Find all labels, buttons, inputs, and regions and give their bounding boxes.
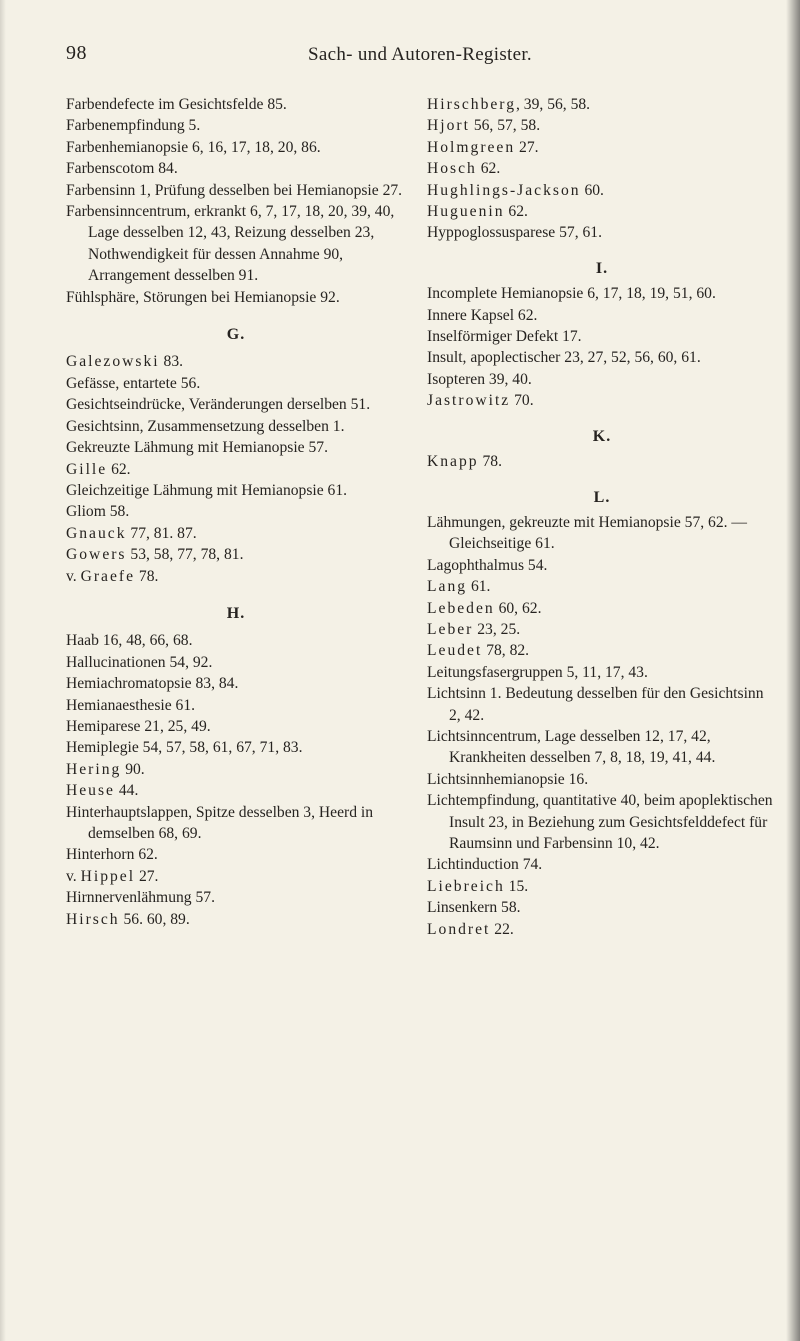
entry-text: Fühlsphäre, Störungen bei Hemianopsie 92. [66, 288, 340, 306]
index-entry [66, 802, 406, 845]
author-name: Hughlings-Jackson [427, 181, 581, 199]
index-entry [66, 759, 406, 780]
author-name: Hering [66, 760, 122, 778]
author-name: Heuse [66, 782, 115, 800]
author-name: Graefe [80, 567, 136, 585]
index-entry [427, 790, 777, 854]
index-entry [427, 555, 777, 576]
entry-text: Farbendefecte im Gesichtsfelde 85. [66, 96, 287, 113]
entry-text: Gefässe, entartete 56. [66, 374, 201, 392]
index-entry [427, 305, 777, 326]
entry-text: Hemiachromatopsie 83, 84. [66, 675, 239, 693]
entry-text: Lagophthalmus 54. [427, 556, 548, 574]
index-entry [427, 598, 777, 619]
entry-text: Hyppoglossusparese 57, 61. [427, 224, 602, 242]
index-entry [427, 726, 777, 769]
entry-text: Farbenscotom 84. [66, 160, 178, 178]
index-entry [427, 180, 777, 201]
entry-text: 27. [515, 138, 539, 156]
entry-text: 27. [135, 867, 159, 885]
entry-text: Gliom 58. [66, 503, 130, 521]
author-name: Huguenin [427, 203, 505, 221]
entry-text: 62. [107, 460, 131, 478]
index-entry [427, 769, 777, 790]
page-number: 98 [66, 42, 87, 64]
section-letter-heading: K. [592, 427, 612, 445]
entry-text: Hallucinationen 54, 92. [66, 653, 213, 671]
author-name: Galezowski [66, 353, 160, 371]
author-name: Hirsch [66, 910, 120, 928]
entry-text: 56, 57, 58. [469, 117, 541, 135]
entry-text: Lichtsinnhemianopsie 16. [427, 770, 589, 788]
entry-text: Gesichtsinn, Zusammensetzung desselben 1. [66, 417, 345, 435]
author-name: Leudet [427, 642, 483, 660]
entry-text: 70. [510, 392, 534, 410]
index-entry [427, 347, 777, 368]
index-entry [66, 523, 406, 544]
index-entry [66, 673, 406, 694]
entry-text: Hemiplegie 54, 57, 58, 61, 67, 71, 83. [66, 739, 303, 757]
index-entry [66, 437, 406, 458]
index-entry [66, 566, 406, 587]
index-entry [427, 158, 777, 179]
author-name: Londret [427, 920, 491, 938]
entry-text: Farbensinncentrum, erkrankt 6, 7, 17, 18, 20, 39, 40, Lage desselben 12, 43, Reizung desselben 23, Nothwendigkeit für dessen Annahme 90, Arrangement desselben 91. [66, 203, 395, 285]
author-name: Gowers [66, 546, 127, 564]
index-column-right [427, 94, 777, 940]
section-letter-heading: I. [595, 259, 609, 277]
index-entry [427, 640, 777, 661]
entry-text: Hirnnervenlähmung 57. [66, 889, 215, 907]
entry-text: 90. [121, 760, 145, 778]
index-entry [66, 351, 406, 372]
index-entry [66, 459, 406, 480]
author-name: Hjort [427, 117, 470, 135]
entry-text: Hemiparese 21, 25, 49. [66, 717, 211, 735]
entry-text: Linsenkern 58. [427, 899, 521, 917]
index-entry [66, 416, 406, 437]
entry-text: 53, 58, 77, 78, 81. [126, 546, 244, 564]
entry-text: 56. 60, 89. [119, 910, 190, 928]
index-entry [66, 780, 406, 801]
entry-text: Lichtsinn 1. Bedeutung desselben für den Gesichtsinn 2, 42. [427, 685, 764, 724]
index-entry [66, 909, 406, 930]
entry-text: 78. [478, 453, 502, 471]
running-title: Sach- und Autoren-Register. [308, 44, 532, 65]
entry-text: 61. [467, 578, 491, 596]
index-entry [66, 158, 406, 179]
index-entry [66, 887, 406, 908]
index-entry [66, 180, 406, 201]
author-name: Hosch [427, 160, 477, 178]
entry-text: 78. [135, 567, 159, 585]
entry-text: Innere Kapsel 62. [427, 306, 538, 324]
index-entry [66, 844, 406, 865]
index-entry [427, 326, 777, 347]
entry-text: 23, 25. [473, 620, 521, 638]
index-entry [427, 94, 777, 115]
author-name: Knapp [427, 453, 479, 471]
author-name: Lebeden [427, 599, 495, 617]
entry-text: Leitungsfasergruppen 5, 11, 17, 43. [427, 663, 648, 681]
entry-text: 60. [580, 181, 604, 199]
index-entry [427, 390, 777, 411]
index-entry [427, 683, 777, 726]
index-entry [427, 619, 777, 640]
entry-text: Gesichtseindrücke, Veränderungen derselben 51. [66, 396, 371, 414]
entry-text: Isopteren 39, 40. [427, 370, 532, 388]
entry-text: Farbenempfindung 5. [66, 117, 201, 135]
index-entry [427, 897, 777, 918]
author-name: Holmgreen [427, 138, 516, 156]
index-entry [427, 854, 777, 875]
page-edge-shadow [786, 0, 800, 1341]
entry-text: Hinterhauptslappen, Spitze desselben 3, Heerd in demselben 68, 69. [66, 803, 374, 842]
entry-text: Haab 16, 48, 66, 68. [66, 632, 193, 650]
entry-text: Lichtinduction 74. [427, 856, 543, 874]
index-entry [427, 876, 777, 897]
entry-text: Incomplete Hemianopsie 6, 17, 18, 19, 51, 60. [427, 285, 716, 303]
entry-text: Farbensinn 1, Prüfung desselben bei Hemianopsie 27. [66, 181, 403, 199]
entry-text: 62. [504, 203, 528, 221]
entry-text: , 39, 56, 58. [516, 96, 591, 113]
entry-text: 78, 82. [482, 642, 530, 660]
index-entry [66, 866, 406, 887]
index-entry [66, 394, 406, 415]
index-entry [427, 512, 777, 555]
section-letter-heading: L. [593, 488, 611, 506]
entry-text: Hinterhorn 62. [66, 846, 158, 864]
index-entry [66, 94, 406, 115]
index-entry [66, 630, 406, 651]
author-name: Gille [66, 460, 108, 478]
index-entry [66, 287, 406, 308]
section-letter-heading: H. [226, 604, 246, 622]
index-entry [427, 919, 777, 940]
index-entry [66, 201, 406, 287]
entry-prefix: v. [66, 867, 81, 885]
author-name: Hippel [80, 867, 136, 885]
index-entry [427, 115, 777, 136]
entry-prefix: v. [66, 567, 81, 585]
index-entry [427, 222, 777, 243]
entry-text: 62. [476, 160, 501, 178]
entry-text: Insult, apoplectischer 23, 27, 52, 56, 60, 61. [427, 349, 701, 367]
index-entry [427, 451, 777, 472]
author-name: Jastrowitz [427, 392, 511, 410]
entry-text: Hemianaesthesie 61. [66, 696, 196, 714]
index-entry [427, 369, 777, 390]
index-entry [66, 480, 406, 501]
index-entry [66, 652, 406, 673]
index-entry [427, 576, 777, 597]
entry-text: Lähmungen, gekreuzte mit Hemianopsie 57, 62. — Gleichseitige 61. [427, 513, 748, 553]
author-name: Hirschberg [427, 96, 516, 113]
author-name: Gnauck [66, 524, 127, 542]
index-entry [66, 716, 406, 737]
entry-text: 15. [504, 877, 529, 895]
page-gutter-shadow [0, 0, 6, 1341]
index-entry [66, 695, 406, 716]
index-entry [66, 373, 406, 394]
entry-text: Lichtempfindung, quantitative 40, beim apoplektischen Insult 23, in Beziehung zum Gesichtsfelddefect für Raumsinn und Farbensinn 10, 42. [427, 792, 773, 852]
index-entry [66, 737, 406, 758]
entry-text: Lichtsinncentrum, Lage desselben 12, 17, 42, Krankheiten desselben 7, 8, 18, 19, 41, 44. [427, 727, 716, 767]
entry-text: 77, 81. 87. [126, 524, 197, 542]
index-column-left [66, 94, 406, 930]
index-entry [427, 201, 777, 222]
index-entry [66, 501, 406, 522]
entry-text: 22. [490, 920, 514, 938]
entry-text: 83. [159, 353, 184, 371]
entry-text: Farbenhemianopsie 6, 16, 17, 18, 20, 86. [66, 138, 321, 156]
index-entry [427, 137, 777, 158]
section-letter-heading: G. [226, 326, 246, 344]
index-entry [66, 137, 406, 158]
entry-text: Inselförmiger Defekt 17. [427, 328, 582, 346]
author-name: Leber [427, 620, 474, 638]
index-entry [427, 662, 777, 683]
index-entry [66, 544, 406, 565]
entry-text: Gekreuzte Lähmung mit Hemianopsie 57. [66, 439, 328, 457]
entry-text: Gleichzeitige Lähmung mit Hemianopsie 61. [66, 481, 348, 499]
index-entry [427, 283, 777, 304]
entry-text: 44. [114, 782, 139, 800]
index-entry [66, 115, 406, 136]
author-name: Lang [427, 578, 468, 596]
author-name: Liebreich [427, 877, 505, 895]
entry-text: 60, 62. [494, 599, 542, 617]
